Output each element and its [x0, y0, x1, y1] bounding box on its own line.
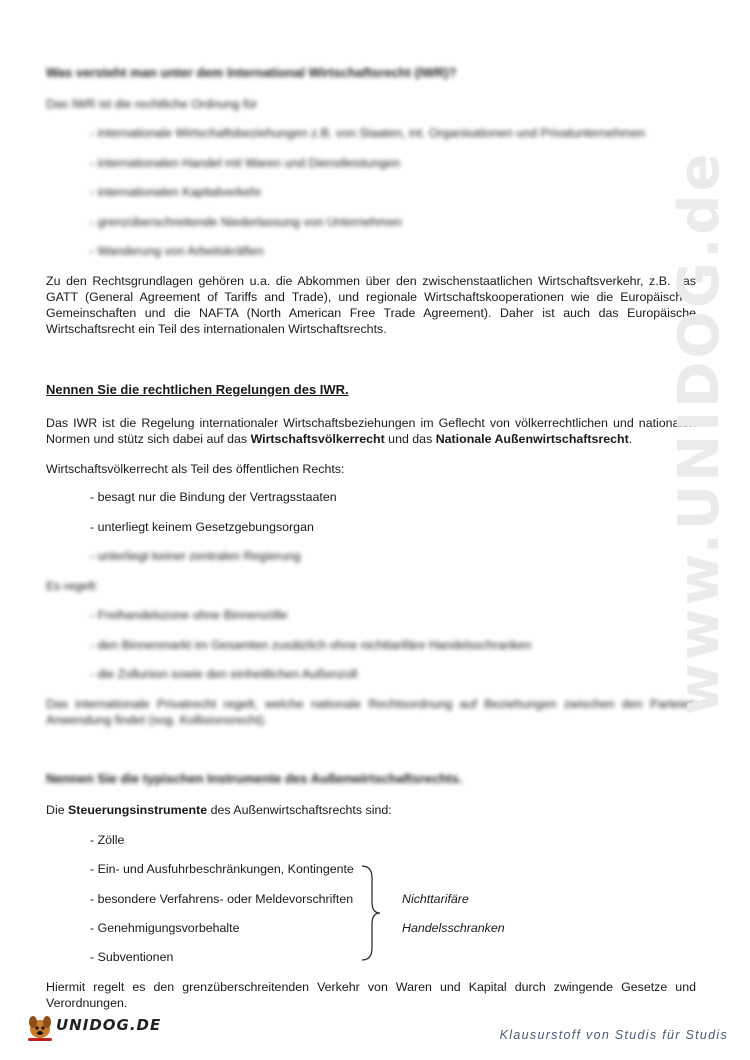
blurred-heading: Was versteht man unter dem International Wirtschaftsrecht (IWR)? [46, 65, 457, 80]
section-heading: Nennen Sie die rechtlichen Regelungen des IWR. [46, 382, 349, 397]
list-item: - Subventionen [90, 950, 174, 964]
footer-slogan: Klausurstoff von Studis für Studis [499, 1028, 728, 1042]
curly-brace [360, 864, 384, 962]
blurred-list-item: - Wanderung von Arbeitskräften [90, 244, 264, 258]
list-item: - besagt nur die Bindung der Vertragsstaaten [90, 490, 337, 504]
brace-label: Nichttarifäre [402, 892, 469, 906]
blurred-paragraph: Das internationale Privatrecht regelt, welche nationale Rechtsordnung auf Beziehungen zwischen den Parteien Anwendung findet (sog. Kollisionsrecht). [46, 697, 696, 727]
list-item: - Zölle [90, 833, 125, 847]
list-item: - unterliegt keinem Gesetzgebungsorgan [90, 520, 314, 534]
blurred-list-item: - unterliegt keiner zentralen Regierung [90, 549, 301, 563]
list-item: - besondere Verfahrens- oder Meldevorschriften [90, 892, 354, 906]
logo-text: UNIDOG.DE [56, 1016, 162, 1034]
blurred-list-item: - Freihandelszone ohne Binnenzölle [90, 608, 288, 622]
closing-paragraph: Hiermit regelt es den grenzüberschreitenden Verkehr von Waren und Kapital durch zwingende Gesetze und Verordnungen. [46, 980, 696, 1010]
instruments-intro: Die Steuerungsinstrumente des Außenwirtschaftsrechts sind: [46, 803, 392, 817]
blurred-heading: Nennen Sie die typischen Instrumente des Außenwirtschaftsrechts. [46, 771, 463, 786]
list-item: - Ein- und Ausfuhrbeschränkungen, Kontingente [90, 862, 354, 876]
blurred-intro: Das IWR ist die rechtliche Ordnung für [46, 97, 258, 111]
blurred-list-item: - internationale Wirtschaftsbeziehungen z.B. von Staaten, int. Organisationen und Privatunternehmen [90, 126, 646, 140]
paragraph-rechtsgrundlagen: Zu den Rechtsgrundlagen gehören u.a. die Abkommen über den zwischenstaatlichen Wirtschaftsverkehr, z.B. das GATT (General Agreement of Tariffs and Trade), und regionale Wirtschaftskooperationen wie die Europäischen Gemeinschaften und die NAFTA (North American Free Trade Agreement). Daher ist auch das Europäische Wirtschaftsrecht ein Teil des internationalen Wirtschaftsrechts. [46, 274, 696, 336]
blurred-list-item: - den Binnenmarkt im Gesamten zusätzlich ohne nichttarifäre Handelsschranken [90, 638, 532, 652]
blurred-list-item: - internationalen Kapitalverkehr [90, 185, 262, 199]
blurred-list-item: - grenzüberschreitende Niederlassung von Unternehmen [90, 215, 403, 229]
brace-label: Handelsschranken [402, 921, 505, 935]
list-item: - Genehmigungsvorbehalte [90, 921, 240, 935]
blurred-list-item: - internationalen Handel mit Waren und Dienstleistungen [90, 156, 401, 170]
subsection-intro: Wirtschaftsvölkerrecht als Teil des öffentlichen Rechts: [46, 462, 345, 476]
watermark: www.UNIDOG.de [667, 150, 732, 715]
blurred-list-item: - die Zollunion sowie den einheitlichen Außenzoll [90, 667, 358, 681]
paragraph-iwr-regelung: Das IWR ist die Regelung internationaler Wirtschaftsbeziehungen im Geflecht von völkerrechtlichen und nationalen Normen und stütz sich dabei auf das Wirtschaftsvölkerrecht und das Nationale Außenwirtschaftsrecht. [46, 416, 696, 446]
blurred-label: Es regelt: [46, 579, 99, 593]
